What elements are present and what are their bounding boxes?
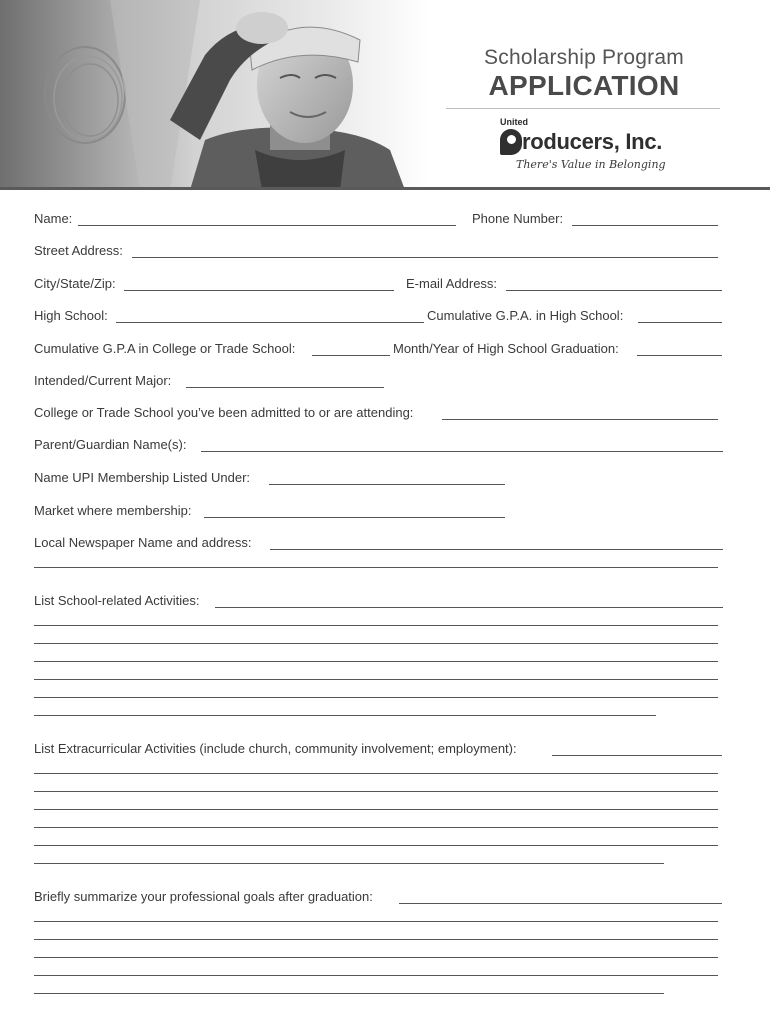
goals-line-5[interactable] bbox=[34, 975, 718, 976]
phone-field[interactable] bbox=[572, 225, 718, 226]
row-high-school bbox=[34, 308, 724, 326]
school-activities-label: List School-related Activities: bbox=[34, 593, 200, 608]
college-field[interactable] bbox=[442, 419, 718, 420]
extracurricular-line-2[interactable] bbox=[34, 773, 718, 774]
school-activities-line-5[interactable] bbox=[34, 679, 718, 680]
name-field[interactable] bbox=[78, 225, 456, 226]
row-college bbox=[34, 405, 724, 423]
row-gpa-college bbox=[34, 341, 724, 359]
header bbox=[0, 0, 770, 190]
row-goals bbox=[34, 889, 724, 907]
title-main: APPLICATION bbox=[488, 70, 680, 101]
gpa-high-school-field[interactable] bbox=[638, 322, 722, 323]
membership-name-label: Name UPI Membership Listed Under: bbox=[34, 470, 251, 485]
goals-line-6[interactable] bbox=[34, 993, 664, 994]
row-school-activities bbox=[34, 593, 724, 611]
row-extracurricular bbox=[34, 741, 724, 759]
membership-name-field[interactable] bbox=[269, 484, 505, 485]
row-newspaper bbox=[34, 535, 724, 553]
row-major bbox=[34, 373, 724, 391]
row-market bbox=[34, 503, 724, 521]
logo-tagline: There's Value in Belonging bbox=[516, 158, 666, 171]
gpa-college-label: Cumulative G.P.A in College or Trade School: bbox=[34, 341, 296, 356]
gpa-college-field[interactable] bbox=[312, 355, 390, 356]
high-school-field[interactable] bbox=[116, 322, 424, 323]
logo-p-mark-icon bbox=[500, 129, 522, 155]
school-activities-line-4[interactable] bbox=[34, 661, 718, 662]
title-block bbox=[448, 46, 720, 102]
school-activities-field[interactable] bbox=[215, 607, 723, 608]
goals-line-2[interactable] bbox=[34, 921, 718, 922]
row-guardian bbox=[34, 437, 724, 455]
title-divider bbox=[446, 108, 720, 109]
newspaper-field-line-2[interactable] bbox=[34, 567, 718, 568]
extracurricular-line-5[interactable] bbox=[34, 827, 718, 828]
city-label: City/State/Zip: bbox=[34, 276, 116, 291]
high-school-label: High School: bbox=[34, 308, 108, 323]
market-field[interactable] bbox=[204, 517, 505, 518]
email-label: E-mail Address: bbox=[406, 276, 498, 291]
phone-label: Phone Number: bbox=[472, 211, 564, 226]
extracurricular-field[interactable] bbox=[552, 755, 722, 756]
extracurricular-line-7[interactable] bbox=[34, 863, 664, 864]
goals-line-4[interactable] bbox=[34, 957, 718, 958]
gpa-high-school-label: Cumulative G.P.A. in High School: bbox=[427, 308, 624, 323]
company-logo bbox=[500, 115, 690, 177]
guardian-label: Parent/Guardian Name(s): bbox=[34, 437, 187, 452]
market-label: Market where membership: bbox=[34, 503, 192, 518]
man-in-cap-photo bbox=[0, 0, 430, 190]
row-city-email bbox=[34, 276, 724, 294]
street-field[interactable] bbox=[132, 257, 718, 258]
newspaper-field[interactable] bbox=[270, 549, 723, 550]
goals-line-3[interactable] bbox=[34, 939, 718, 940]
school-activities-line-6[interactable] bbox=[34, 697, 718, 698]
goals-label: Briefly summarize your professional goals after graduation: bbox=[34, 889, 373, 904]
street-label: Street Address: bbox=[34, 243, 123, 258]
title-subtitle: Scholarship Program bbox=[484, 46, 684, 69]
name-label: Name: bbox=[34, 211, 73, 226]
guardian-field[interactable] bbox=[201, 451, 723, 452]
row-street bbox=[34, 243, 724, 261]
extracurricular-line-4[interactable] bbox=[34, 809, 718, 810]
email-field[interactable] bbox=[506, 290, 722, 291]
school-activities-line-3[interactable] bbox=[34, 643, 718, 644]
header-divider bbox=[0, 187, 770, 190]
city-field[interactable] bbox=[124, 290, 394, 291]
row-name-phone bbox=[34, 211, 724, 229]
major-field[interactable] bbox=[186, 387, 384, 388]
logo-name: roducers, Inc. bbox=[522, 129, 663, 154]
college-label: College or Trade School you’ve been admitted to or are attending: bbox=[34, 405, 414, 420]
school-activities-line-7[interactable] bbox=[34, 715, 656, 716]
logo-united-text: United bbox=[500, 117, 528, 127]
extracurricular-line-3[interactable] bbox=[34, 791, 718, 792]
extracurricular-line-6[interactable] bbox=[34, 845, 718, 846]
extracurricular-label: List Extracurricular Activities (include church, community involvement; employment): bbox=[34, 741, 517, 756]
school-activities-line-2[interactable] bbox=[34, 625, 718, 626]
major-label: Intended/Current Major: bbox=[34, 373, 172, 388]
graduation-label: Month/Year of High School Graduation: bbox=[393, 341, 619, 356]
newspaper-label: Local Newspaper Name and address: bbox=[34, 535, 252, 550]
row-membership-name bbox=[34, 470, 724, 488]
goals-field[interactable] bbox=[399, 903, 722, 904]
graduation-field[interactable] bbox=[637, 355, 722, 356]
